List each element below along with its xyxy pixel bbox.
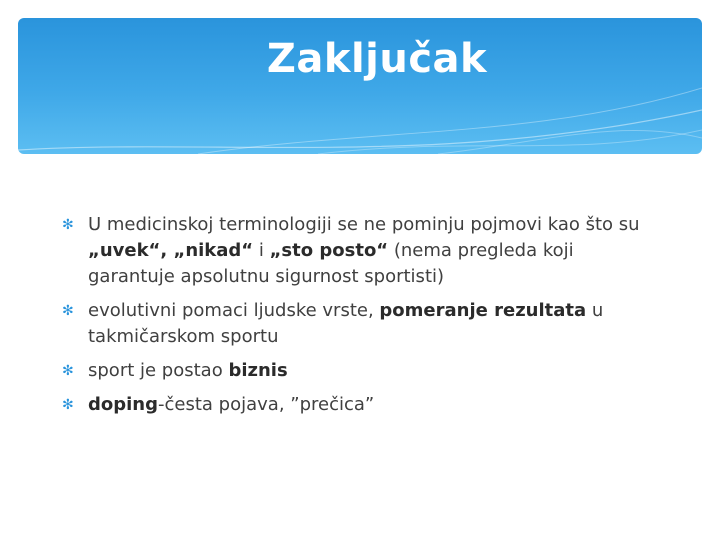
bullet-item bbox=[60, 298, 660, 350]
bullet-bold-text: „uvek“, „nikad“ bbox=[88, 240, 254, 261]
bullet-bold-text: „sto posto“ bbox=[269, 240, 389, 261]
bullet-text: -česta pojava, ”prečica” bbox=[158, 394, 375, 415]
bullet-item bbox=[60, 212, 660, 290]
bullet-text: sport je postao bbox=[88, 360, 229, 381]
bullet-item bbox=[60, 392, 660, 418]
bullet-item bbox=[60, 358, 660, 384]
bullet-bold-text: doping bbox=[88, 394, 159, 415]
asterisk-bullet-icon: ✻ bbox=[62, 303, 74, 319]
title-banner bbox=[18, 18, 702, 154]
bullet-text: u takmičarskom sportu bbox=[88, 300, 604, 347]
asterisk-bullet-icon: ✻ bbox=[62, 397, 74, 413]
asterisk-bullet-icon: ✻ bbox=[62, 217, 74, 233]
bullet-text: evolutivni pomaci ljudske vrste, bbox=[88, 300, 380, 321]
bullet-bold-text: pomeranje rezultata bbox=[379, 300, 587, 321]
bullet-text: i bbox=[253, 240, 270, 261]
bullet-list bbox=[60, 212, 660, 426]
slide-title: Zaključak bbox=[266, 36, 488, 82]
asterisk-bullet-icon: ✻ bbox=[62, 363, 74, 379]
bullet-text: (nema pregleda koji garantuje apsolutnu sigurnost sportisti) bbox=[88, 240, 574, 287]
bullet-bold-text: biznis bbox=[228, 360, 288, 381]
bullet-text: U medicinskoj terminologiji se ne pominju pojmovi kao što su bbox=[88, 214, 640, 235]
